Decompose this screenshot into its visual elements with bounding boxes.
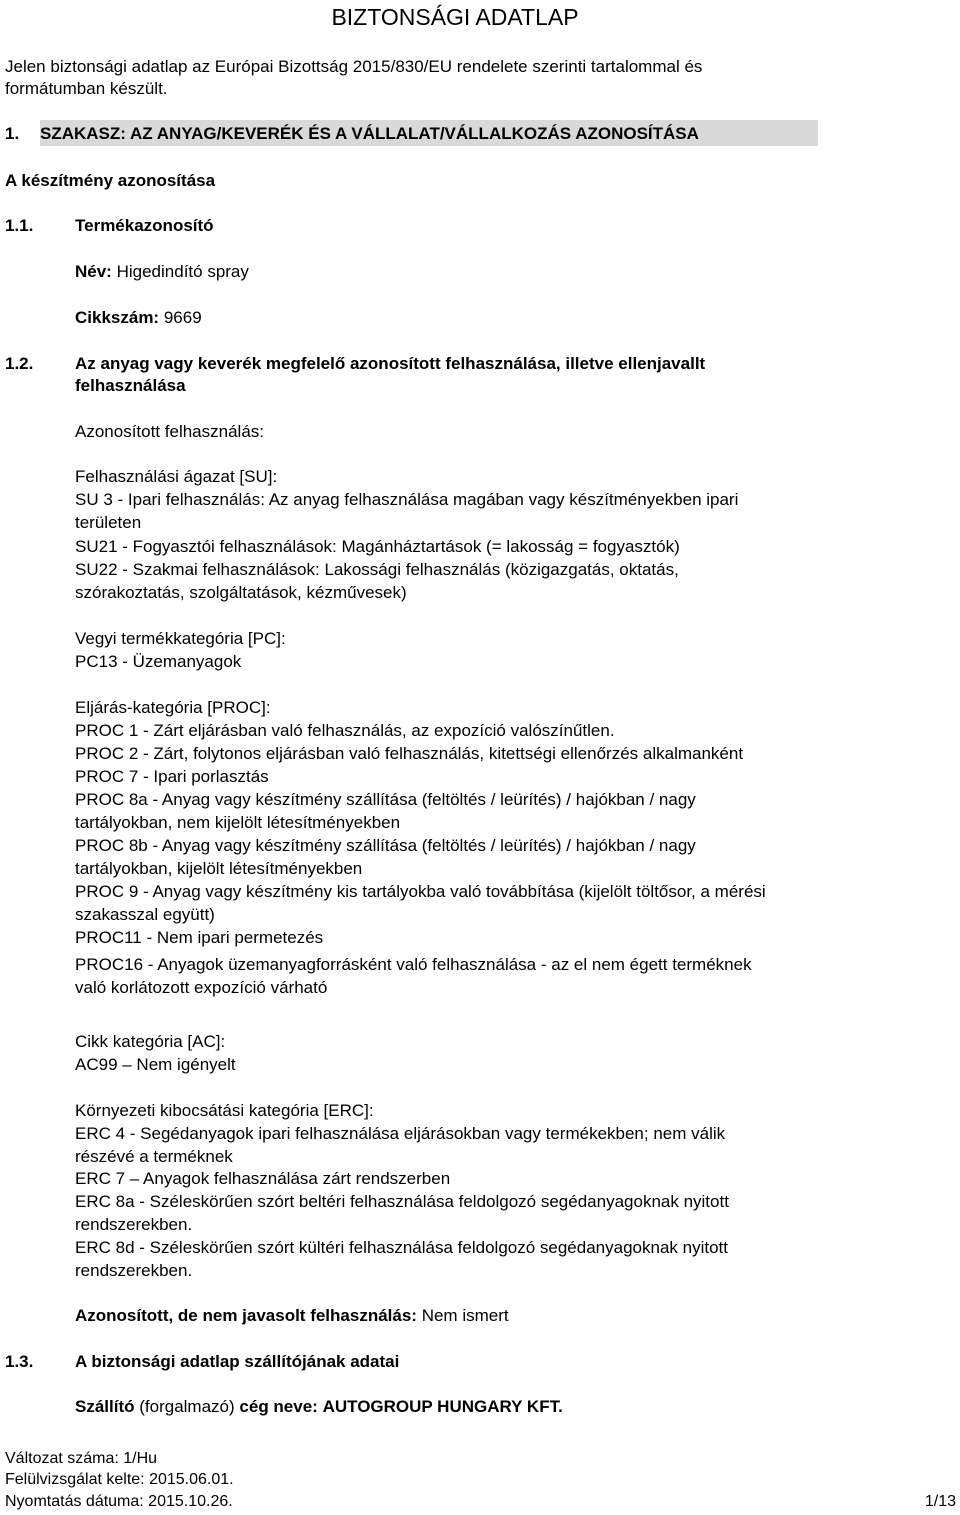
- product-name-row: [75, 260, 249, 283]
- product-code-row: [75, 306, 202, 329]
- proc-line: PROC11 - Nem ipari permetezés: [75, 928, 324, 947]
- erc-line: ERC 7 – Anyagok felhasználása zárt rendszerben: [75, 1169, 451, 1188]
- footer-print-date: Nyomtatás dátuma: 2015.10.26.: [5, 1493, 233, 1510]
- proc-line: PROC 8b - Anyag vagy készítmény szállítása (feltöltés / leürítés) / hajókban / nagy: [75, 836, 696, 855]
- proc-line: tartályokban, nem kijelölt létesítményekben: [75, 813, 401, 832]
- su-line: SU22 - Szakmai felhasználások: Lakossági felhasználás (közigazgatás, oktatás,: [75, 560, 679, 579]
- section-1-number: 1.: [5, 124, 20, 143]
- erc-line: részévé a terméknek: [75, 1147, 233, 1166]
- erc-line: ERC 4 - Segédanyagok ipari felhasználása eljárásokban vagy termékekben; nem válik: [75, 1124, 726, 1143]
- erc-line: rendszerekben.: [75, 1215, 193, 1234]
- erc-line: ERC 8a - Széleskörűen szórt beltéri felhasználása feldolgozó segédanyagoknak nyitott: [75, 1192, 729, 1211]
- s1-2-heading-line-1: Az anyag vagy keverék megfelelő azonosított felhasználása, illetve ellenjavallt: [75, 354, 706, 373]
- proc16-line: PROC16 - Anyagok üzemanyagforrásként való felhasználása - az el nem égett terméknek: [75, 955, 752, 974]
- product-code-label: Cikkszám:: [75, 308, 160, 327]
- section-1-subheading: A készítmény azonosítása: [5, 171, 216, 190]
- proc-line: PROC 8a - Anyag vagy készítmény szállítása (feltöltés / leürítés) / hajókban / nagy: [75, 790, 696, 809]
- proc-line: PROC 9 - Anyag vagy készítmény kis tartályokba való továbbítása (kijelölt töltősor, a mérési: [75, 882, 766, 901]
- su-line: SU21 - Fogyasztói felhasználások: Magánháztartások (= lakosság = fogyasztók): [75, 537, 680, 556]
- s1-1-heading: Termékazonosító: [75, 216, 214, 235]
- footer-version: Változat száma: 1/Hu: [5, 1450, 158, 1467]
- not-recommended-use-value: Nem ismert: [421, 1306, 509, 1325]
- footer-revision-date: Felülvizsgálat kelte: 2015.06.01.: [5, 1471, 234, 1488]
- ac-line: AC99 – Nem igényelt: [75, 1055, 236, 1074]
- document-title: BIZTONSÁGI ADATLAP: [331, 4, 579, 30]
- erc-line: ERC 8d - Széleskörűen szórt kültéri felhasználása feldolgozó segédanyagoknak nyitott: [75, 1238, 728, 1257]
- proc-line: PROC 7 - Ipari porlasztás: [75, 767, 269, 786]
- su-line: szórakoztatás, szolgáltatások, kézművesek): [75, 583, 407, 602]
- section-1-heading: SZAKASZ: AZ ANYAG/KEVERÉK ÉS A VÁLLALAT/VÁLLALKOZÁS AZONOSÍTÁSA: [40, 124, 699, 143]
- su-line: területen: [75, 513, 142, 532]
- supplier-name: AUTOGROUP HUNGARY KFT.: [322, 1397, 563, 1416]
- product-code-value: 9669: [163, 308, 202, 327]
- s1-2-number: 1.2.: [5, 354, 34, 373]
- pc-line: PC13 - Üzemanyagok: [75, 652, 242, 671]
- su-line: SU 3 - Ipari felhasználás: Az anyag felhasználása magában vagy készítményekben ipari: [75, 490, 739, 509]
- not-recommended-use-row: [75, 1304, 509, 1327]
- proc-line: tartályokban, kijelölt létesítményekben: [75, 859, 363, 878]
- proc16-line: való korlátozott expozíció várható: [75, 978, 328, 997]
- supplier-row: [75, 1395, 563, 1418]
- footer-page-number: 1/13: [924, 1493, 956, 1510]
- intro-line-1: Jelen biztonsági adatlap az Európai Bizottság 2015/830/EU rendelete szerinti tartalommal és: [5, 57, 703, 76]
- proc-line: Eljárás-kategória [PROC]:: [75, 698, 271, 717]
- intro-line-2: formátumban készült.: [5, 79, 168, 98]
- ac-line: Cikk kategória [AC]:: [75, 1032, 226, 1051]
- s1-3-heading: A biztonsági adatlap szállítójának adatai: [75, 1352, 400, 1371]
- erc-line: Környezeti kibocsátási kategória [ERC]:: [75, 1101, 374, 1120]
- s1-1-number: 1.1.: [5, 216, 34, 235]
- proc-line: PROC 1 - Zárt eljárásban való felhasználás, az expozíció valószínűtlen.: [75, 721, 615, 740]
- pc-line: Vegyi termékkategória [PC]:: [75, 629, 286, 648]
- s1-3-number: 1.3.: [5, 1352, 34, 1371]
- su-line: Felhasználási ágazat [SU]:: [75, 467, 278, 486]
- supplier-label-b: (forgalmazó): [139, 1397, 235, 1416]
- erc-line: rendszerekben.: [75, 1261, 193, 1280]
- proc-line: PROC 2 - Zárt, folytonos eljárásban való felhasználás, kitettségi ellenőrzés alkalmanként: [75, 744, 744, 763]
- supplier-label-a: Szállító: [75, 1397, 135, 1416]
- product-name-value: Higedindító spray: [116, 262, 249, 281]
- proc-line: szakasszal együtt): [75, 905, 215, 924]
- identified-use-label: Azonosított felhasználás:: [75, 422, 265, 441]
- s1-2-heading-line-2: felhasználása: [75, 376, 186, 395]
- product-name-label: Név:: [75, 262, 112, 281]
- not-recommended-use-label: Azonosított, de nem javasolt felhasználás:: [75, 1306, 417, 1325]
- supplier-label-c: cég neve:: [239, 1397, 318, 1416]
